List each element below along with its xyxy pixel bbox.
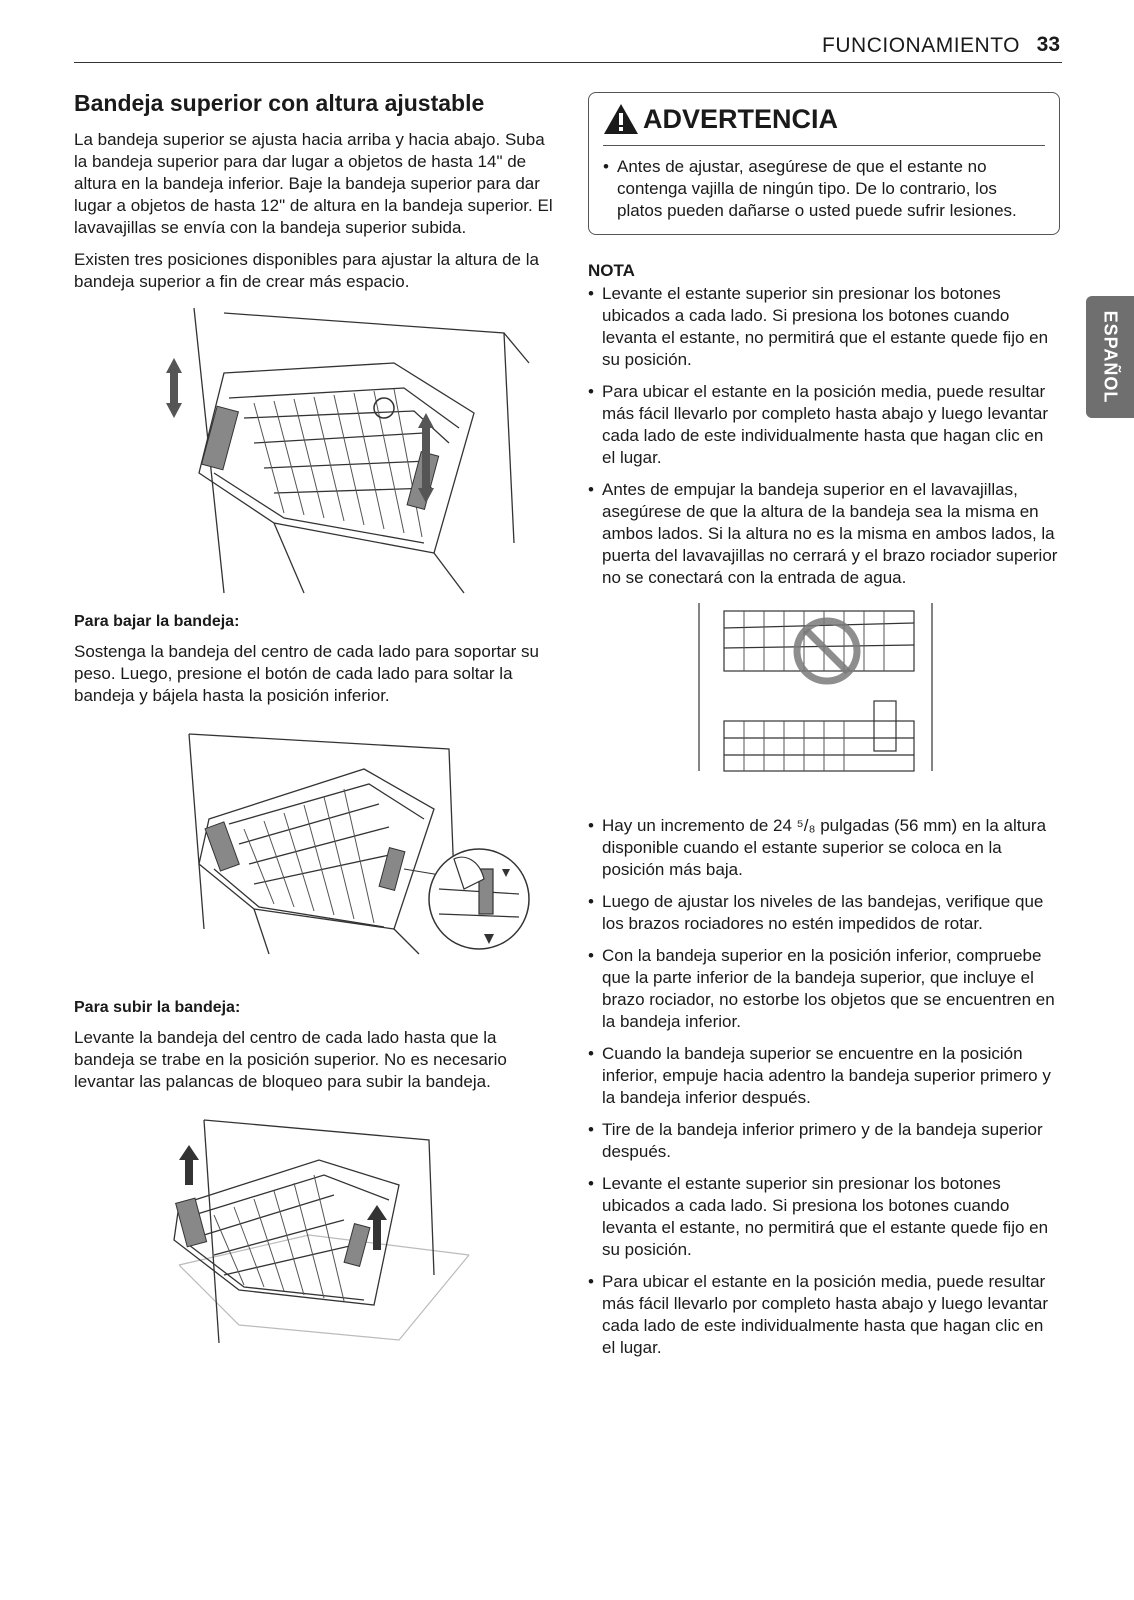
note-item: • Hay un incremento de 24 ⁵/₈ pulgadas (56 mm) en la altura disponible cuando el estante superior se coloca en la posición más baja.: [588, 815, 1060, 881]
right-column: [588, 92, 1060, 1369]
language-tab-label: ESPAÑOL: [1100, 310, 1121, 404]
rack-raise-illustration: [149, 1115, 559, 1345]
page-header: [74, 30, 1062, 63]
warning-item: • Antes de ajustar, asegúrese de que el estante no contenga vajilla de ningún tipo. De lo contrario, los platos pueden dañarse o usted puede sufrir lesiones.: [603, 156, 1045, 222]
rack-lower-illustration: [134, 729, 544, 955]
note-item: • Levante el estante superior sin presionar los botones ubicados a cada lado. Si presiona los botones cuando levanta el estante, no permitirá que el estante quede fijo en su posición.: [588, 283, 1060, 371]
warning-list: [603, 156, 1045, 222]
intro-paragraph: La bandeja superior se ajusta hacia arriba y hacia abajo. Suba la bandeja superior para dar lugar a objetos de hasta 14" de altura en la bandeja inferior. Baje la bandeja superior para dar lugar a objetos de hasta 12" de altura en la bandeja superior. El lavavajillas se envía con la bandeja superior subida.: [74, 130, 553, 237]
warning-triangle-icon: [603, 103, 639, 135]
rack-adjust-illustration: [134, 303, 554, 595]
note-item: • Tire de la bandeja inferior primero y de la bandeja superior después.: [588, 1119, 1060, 1163]
note-item: • Con la bandeja superior en la posición inferior, compruebe que la parte inferior de la bandeja superior, que incluye el brazo rociador, no estorbe los objetos que se encuentren en la bandeja inferior.: [588, 945, 1060, 1033]
raise-rack-heading: Para subir la bandeja:: [74, 999, 241, 1016]
language-tab: [1086, 296, 1134, 418]
note-item: • Levante el estante superior sin presionar los botones ubicados a cada lado. Si presiona los botones cuando levanta el estante, no permitirá que el estante quede fijo en su posición.: [588, 1173, 1060, 1261]
note-item: • Para ubicar el estante en la posición media, puede resultar más fácil llevarlo por completo hasta abajo y luego levantar cada lado de este individualmente hasta que hagan clic en el lugar.: [588, 1271, 1060, 1359]
section-title: FUNCIONAMIENTO: [822, 34, 1020, 57]
left-column: [74, 86, 554, 1345]
note-item: • Para ubicar el estante en la posición media, puede resultar más fácil llevarlo por completo hasta abajo y luego levantar cada lado de este individualmente hasta que hagan clic en el lugar.: [588, 381, 1060, 469]
page-number: 33: [1036, 33, 1060, 56]
uneven-rack-illustration: [694, 603, 944, 773]
prohibited-icon: [797, 621, 857, 681]
note-item: • Antes de empujar la bandeja superior en el lavavajillas, asegúrese de que la altura de la bandeja sea la misma en ambos lados. Si la altura no es la misma en ambos lados, la puerta del lavavajillas no cerrará y el brazo rociador superior no se conectará con la entrada de agua.: [588, 479, 1060, 589]
section-heading: Bandeja superior con altura ajustable: [74, 90, 485, 116]
note-item: • Cuando la bandeja superior se encuentre en la posición inferior, empuje hacia adentro la bandeja superior primero y la bandeja inferior después.: [588, 1043, 1060, 1109]
positions-paragraph: Existen tres posiciones disponibles para ajustar la altura de la bandeja superior a fin de crear más espacio.: [74, 250, 539, 291]
raise-rack-text: Levante la bandeja del centro de cada lado hasta que la bandeja se trabe en la posición superior. No es necesario levantar las palancas de bloqueo para subir la bandeja.: [74, 1028, 507, 1091]
warning-box: [588, 92, 1060, 235]
note-list-continued: [588, 815, 1060, 1359]
note-label: NOTA: [588, 261, 635, 280]
note-list: [588, 283, 1060, 589]
warning-title: ADVERTENCIA: [643, 103, 839, 134]
warning-header: [603, 103, 1045, 146]
lower-rack-text: Sostenga la bandeja del centro de cada lado para soportar su peso. Luego, presione el botón de cada lado para soltar la bandeja y bájela hasta la posición inferior.: [74, 642, 539, 705]
note-item: • Luego de ajustar los niveles de las bandejas, verifique que los brazos rociadores no estén impedidos de rotar.: [588, 891, 1060, 935]
lower-rack-heading: Para bajar la bandeja:: [74, 613, 240, 630]
